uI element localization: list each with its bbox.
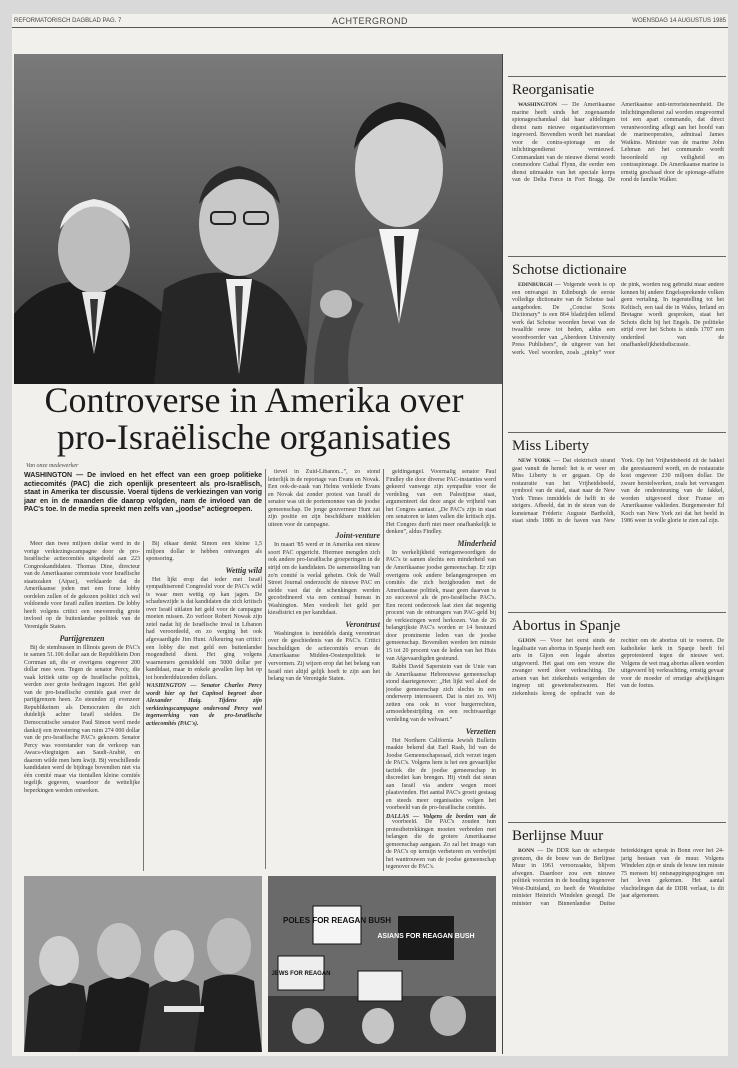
article-paragraph: geldingangel. Voormalig senator Paul Findley die door diverse PAC-instanties werd gekeerd vanwege zijn sympathie voor de verdeling van een Palestijnse staat, argumenteert dat deze angst de vrijheid van het Congres aantast. „De PAC's zijn in staat om senatoren te laten vallen die kritisch zijn. Het Congres durft niet meer onafhankelijk te denken”, aldus Findley.: [386, 469, 496, 536]
newspaper-page: [12, 14, 728, 1056]
sidebar-article-reorganisatie: [512, 102, 724, 250]
bottom-right-photo: [268, 876, 496, 1052]
sign-text: JEWS FOR REAGAN: [271, 971, 331, 977]
dateline: EDINBURGH: [518, 282, 553, 288]
subheading-wettig-wild: Wettig wild: [225, 565, 262, 575]
article-column-3: [268, 469, 380, 871]
headline: Controverse in Amerika over pro-Israëlische organisaties: [44, 380, 464, 457]
sidebar-divider: [502, 54, 503, 1054]
subheading-joint-venture: Joint-venture: [335, 531, 380, 541]
sign-text: ASIANS FOR REAGAN BUSH: [377, 933, 475, 940]
subheading-verontrust: Verontrust: [345, 619, 380, 629]
dateline: BONN: [518, 848, 535, 854]
column-rule: [383, 469, 384, 871]
article-paragraph: Washington is inmiddels danig verontrust over de geschiedenis van de PAC's. Critici beschuldigen de actiecomités ervan de Amerikaanse Midden-Oostenpolitiek te vervormen. Zij wijzen erop dat het belang van Israël niet altijd gelijk hoeft te zijn aan het belang van de Verenigde Staten.: [268, 630, 380, 683]
article-paragraph: voorbeeld. De PAC's zouden hun protestbetrekkingen moeten verbreden met belangen die de grotere Amerikaanse gemeenschap aangaan. Zo zal het imago van de PAC's op termijn verbeteren en verdwijnt het wantrouwen van de joodse gemeenschap tegenover de PAC's.: [386, 819, 496, 871]
sidebar-article-abortus: [512, 638, 724, 808]
header-section: ACHTERGROND: [332, 16, 409, 26]
top-photo: [14, 54, 502, 384]
sidebar-heading-schotse-dictionaire: Schotse dictionaire: [512, 262, 627, 278]
sidebar-rule: [508, 612, 726, 613]
bottom-left-photo: [24, 876, 262, 1052]
column-rule: [265, 469, 266, 869]
subheading-minderheid: Minderheid: [457, 538, 496, 548]
dateline: GIJON: [518, 638, 536, 644]
running-header: [12, 16, 728, 28]
sidebar-rule: [508, 256, 726, 257]
article-column-4: [386, 469, 496, 819]
sidebar-article-miss-liberty: [512, 458, 724, 606]
sidebar-rule: [508, 822, 726, 823]
article-paragraph: Rabbi David Saperstein van de Unie van de Amerikaanse Hebreeuwse gemeenschap stond daartegenover: „Het lijkt wel alsof de joodse gemeenschap zich slechts in een onderwerp interesseert. Dat is niet zo. Wij zetten ons ook in voor burgerrechten, armoedebestrijding en een rechtvaardige verdeling van de welvaart.”: [386, 664, 496, 723]
article-paragraph: In werkelijkheid vertegenwoordigen de PAC's te samen slechts een minderheid van de Amerikaanse joodse gemeenschap. Er zijn overigens ook andere belangengroepen en comités die zich bezighouden met de Amerikaanse politiek, maar geen daarvan is zo succesvol als de pro-Israëlische PAC's. Een recent onderzoek laat zien dat negentig procent van de ontvangers van PAC-geld bij de verkiezingen werd herkozen. Van de 26 belangrijkste PAC's worden er 14 bestuurd door prominente leden van de joodse gemeenschap. Bovendien werden ten minste 15 tot 20 procent van de leden van het Huis van Afgevaardigden gesteund.: [386, 549, 496, 662]
sidebar-body: — Voor het eerst sinds de legalisatie van abortus in Spanje heeft een arts in Gijon een legale abortus uitgevoerd. Het gaat om een vrouw die zwanger werd door verkrachting. De artsen van het ziekenhuis weigerden de ingreep uit gewetensbezwaren. Het ziekenhuis kreeg de opdracht van de rechter om de abortus uit te voeren. De katholieke kerk in Spanje heeft fel geprotesteerd tegen de nieuwe wet. Volgens de wet mag abortus alleen worden uitgevoerd bij verkrachting, ernstig gevaar voor de moeder of ernstige afwijkingen van de foetus.: [512, 638, 724, 697]
sidebar-body: — De Amerikaanse marine heeft sinds het zogenaamde spionageschandaal dat haar afdelingen dienst nam nieuwe organisatievormen ingevoerd. Bovendien wordt het mandaat voor de contra-spionage en de inlichtingendienst vernieuwd. Commandant van de nieuwe dienst wordt commodore Cathal Flynn, die eerder een dienst uitmaakte van het speciale korps van de Delta Force in Fort Bragg. De Amerikaanse anti-terroristeneenheid. De inlichtingendienst zal worden omgevormd tot een apart commando, dat direct verantwoording aflegt aan het hoofd van de marineoperaties, admiraal James Watkins. Minister van de marine John Lehman zei het commando wordt beoordeeld op veiligheid en contraspionage. De Amerikaanse marine is ernstig geschaad door de spionage-affaire rond de familie Walker.: [512, 102, 724, 184]
sidebar-rule: [508, 432, 726, 433]
sidebar-rule: [508, 76, 726, 77]
column-rule: [143, 541, 144, 871]
sign-text: POLES FOR REAGAN BUSH: [282, 916, 392, 925]
article-paragraph: Het lijkt erop dat ieder met Israël sympathiserend Congreslid voor de PAC's wild is waar men wettig op kan jagen. De schaduwzijde is dat kandidaten die zich kritisch over Israël uitlaten het geld voor de campagne moeten missen. Zo verloor Robert Nowak zijn zetel nadat hij de Israëlische inval in Libanon had veroordeeld, en zo verging het ook afgevaardigde Jim Hunt. Afkeuring van critici: een lobby die met geld een buitenlandse mogendheid dient. Het ging volgens waarnemers gemiddeld om 5000 dollar per kandidaat, maar in enkele gevallen liep het op tot honderdduizenden dollars.: [146, 576, 262, 681]
article-paragraph: tievel in Zuid-Libanon...”, zo stond letterlijk in de reportage van Evans en Novak. Een ook-de-zaak van Helms verklede Evans en Novak dat zonder protest van Israël de senator was uit de portemonnee van de joodse gemeenschap. De jonge gouverneur Hunt zat zijn positie en zijn beschikbare middelen uiteen voor de campagne.: [268, 469, 380, 528]
article-paragraph: Het Northern California Jewish Bulletin maakte bekend dat Earl Raab, lid van de Joodse Gemeenschapsraad, zich verzet tegen de PAC's. Volgens hem is het een gevaarlijke tactiek die de joodse gemeenschap in discrediet kan brengen. Hij vindt dat steun aan Israël via andere wegen moet plaatsvinden. Het aantal PAC's groeit gestaag en steeds meer organisaties volgen het voorbeeld van de pro-Israëlische comités.: [386, 737, 496, 812]
article-paragraph: In maart '85 werd er in Amerika een nieuw soort PAC opgericht. Hiermee mengden zich ook andere pro-Israëlische groeperingen in de strijd om de kandidaten. De samenstelling van zo'n comité is veelal geheim. Ook de Wall Street Journal onderzocht de nieuwe PAC en stelde vast dat de schenkingen werden gecoördineerd via een centraal bureau in Washington. Men verdeelt het geld per kiesdistrict en per kandidaat.: [268, 542, 380, 617]
sidebar-body: — Volgende week is op een ontvangst in Edinburgh de eerste volledige dictionaire van de Schotse taal aangeboden. De „Concise Scots Dictionary” is een 864 bladzijden tellend werk dat Schotse woorden bevat van de twaalfde eeuw tot heden, aldus een woordvoerder van „Aberdeen University Press Publishers”, de uitgever van het werk. Veel woorden, zoals „pinky” voor de pink, worden nog gebruikt maar andere kennen bij andere Engelssprekende volken geen vertaling. In tegenstelling tot het Keltisch, een taal die in Wales, Ierland en Bretagne wordt gesproken, staat het Schots dicht bij het Engels. De politieke strijd over het Schots is sinds 1707 een onderdeel van de onafhankelijkheidsdiscussie.: [512, 282, 724, 356]
article-paragraph: Meer dan twee miljoen dollar werd in de vorige verkiezingscampagne door de pro-Israëlische actiecomités uitgedeeld aan 223 Congreskandidaten. Thomas Dine, directeur van de Amerikaanse commissie voor Israëlische staatszaken (Aipac), verklaarde dat de Amerikaanse joden met een forse lobby oordelen zullen of de gekozen politici zich wel voldoende voor Israël zullen inzetten. De lobby heeft volgens critici een onevenredig grote invloed op de buitenlandse politiek van de Verenigde Staten.: [24, 541, 140, 631]
article-paragraph: Bij elkaar denkt Simon een kleine 1,5 miljoen dollar te hebben ontvangen als sponsoring.: [146, 541, 262, 563]
sidebar-heading-abortus: Abortus in Spanje: [512, 618, 621, 634]
header-date: WOENSDAG 14 AUGUSTUS 1985: [632, 18, 726, 24]
byline: Van onze medewerker: [26, 463, 79, 469]
article-column-4-end: [386, 819, 496, 871]
sidebar-article-schotse: [512, 282, 724, 426]
lede-paragraph: WASHINGTON — De invloed en het effect van een groep politieke actiecomités (PAC) die zich openlijk presenteert als pro-Israëlisch, staat in Amerika ter discussie. Voeral tijdens de verkiezingen van vorig jaar en in de maanden die daarop volgden, nam de invloed van de PAC's toe. In de media spreekt men zelfs van „joodse” actiegroepen.: [24, 472, 262, 514]
header-paper-name: REFORMATORISCH DAGBLAD PAG. 7: [14, 18, 122, 24]
sidebar-article-berlijnse-muur: [512, 848, 724, 1052]
subheading-partijgrenzen: Partijgrenzen: [59, 633, 105, 643]
sidebar-heading-reorganisatie: Reorganisatie: [512, 82, 595, 98]
sidebar-body: — Dat elektrisch strand gaat vanuit de hemel: het is er weer en Miss Liberty is er gegaan. Op de restauratie van het Vrijheidsbeeld, symbool van de stad, staat naar de New York Times inmiddels de helft in de steigers. Afbeeld, dat in de steun van de kunstenaar Fréderic Auguste Bartholdi, staat sinds 1886 in de haven van New York. Op het Vrijheidsbeeld zit de fakkel die gerestaureerd wordt, en de restauratie kost ongeveer 230 miljoen dollar. De zware herstelwerken, zoals het vervangen van de ondersteuning van de fakkel, worden uitgevoerd door Franse en Amerikaanse vaklieden. Burgemeester Ed Koch van New York zei dat het beeld in 1986 weer in volle glorie te zien zal zijn.: [512, 458, 724, 525]
dateline: WASHINGTON: [518, 102, 558, 108]
article-paragraph: Bij de stembussen in Illinois gaven de PAC's te samen 51.106 dollar aan de Republikein Don Cornman uit, die er overigens ongeveer 200 dollar mee won. Tegen de senator Percy, die vaak kritiek uitte op de Israëlische politiek, werden zeer grote bedragen ingezet. Het geld van de pro-Israëlische comités gaat over de partijgrenzen heen. Zo steunden zij evenzeer Republikeinen als Democraten die zich duidelijk achter Israël stelden. De Democratische senator Paul Simon werd mede dankzij een investering van ruim 274 000 dollar van de pro-Israëlische PAC's gekozen. Senator Percy was voorstander van de verkoop van Awacs-vliegtuigen aan Saudi-Arabië, en daarom wilde men hem kwijt. Bij verschillende kandidaten werd de bijdrage bovendien niet via één comité maar via tientallen kleine comités tegelijk gegeven, waardoor de wettelijke beperkingen werden ontweken.: [24, 644, 140, 794]
article-column-1: [24, 541, 140, 871]
subheading-verzetten: Verzetten: [465, 726, 496, 736]
sidebar-body: — De DDR kan de scherpste grenzen, die de bouw van de Berlijnse Muur in 1961 veroorzaakte, blijven afwegen. Daardoor zou een nieuwe politiek voorzien in de houding tegenover West-Duitsland, zo heeft de Westduitse minister Heinrich Windelen gezegd. De minister van Binnenlandse Duitse betrekkingen sprak in Bonn over het 24-jarig bestaan van de muur. Volgens Windelen zijn er sinds de bouw ten minste 75 mensen bij ontsnappingspogingen om het leven gekomen. Het aantal vluchtelingen dat de DDR verlaat, is dit jaar afgenomen.: [512, 848, 724, 907]
article-column-2: [146, 541, 262, 871]
dateline: NEW YORK: [518, 458, 551, 464]
sidebar-heading-miss-liberty: Miss Liberty: [512, 438, 590, 454]
sidebar-heading-berlijnse-muur: Berlijnse Muur: [512, 828, 604, 844]
photo-caption: DALLAS — Volgens de borden van de: [386, 813, 496, 819]
photo-caption: WASHINGTON — Senator Charles Percy wordt hier op het Capitool begroet door Alexander Haig. Tijdens zijn verkiezingscampagne ondervond Percy veel tegenwerking van de pro-Israëlische actiecomités (PAC's).: [146, 683, 262, 728]
